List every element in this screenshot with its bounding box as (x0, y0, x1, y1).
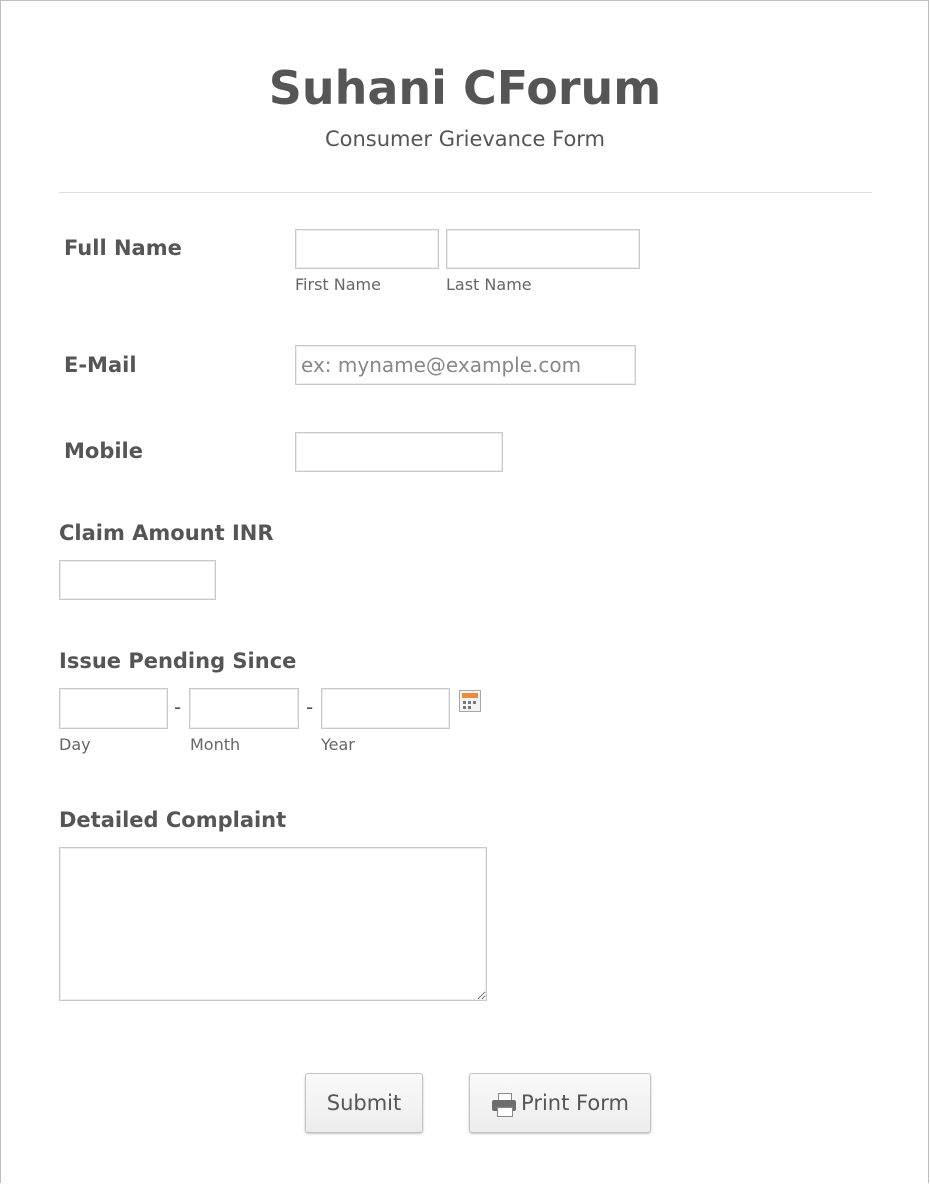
printer-icon (491, 1092, 517, 1116)
mobile-input[interactable] (295, 432, 503, 472)
claim-amount-input[interactable] (59, 560, 216, 600)
form-title: Suhani CForum (268, 61, 662, 115)
calendar-icon[interactable] (459, 690, 481, 712)
detailed-complaint-label: Detailed Complaint (59, 808, 287, 832)
year-input[interactable] (321, 688, 450, 729)
form-subtitle: Consumer Grievance Form (324, 127, 606, 151)
header-divider (59, 192, 872, 193)
claim-amount-label: Claim Amount INR (59, 521, 274, 545)
last-name-input[interactable] (446, 229, 640, 269)
year-sublabel: Year (321, 735, 355, 754)
date-separator: - (306, 695, 314, 719)
mobile-label: Mobile (64, 439, 143, 463)
month-input[interactable] (189, 688, 299, 729)
detailed-complaint-textarea[interactable] (59, 847, 487, 1001)
day-input[interactable] (59, 688, 168, 729)
full-name-label: Full Name (64, 236, 182, 260)
day-sublabel: Day (59, 735, 91, 754)
print-form-button[interactable] (469, 1073, 651, 1133)
first-name-input[interactable] (295, 229, 439, 269)
email-input[interactable] (295, 345, 636, 385)
print-form-button-label: Print Form (521, 1090, 629, 1115)
email-label: E-Mail (64, 353, 137, 377)
month-sublabel: Month (190, 735, 241, 754)
submit-button[interactable] (305, 1073, 423, 1133)
last-name-sublabel: Last Name (446, 275, 532, 294)
submit-button-label: Submit (326, 1091, 402, 1115)
first-name-sublabel: First Name (295, 275, 381, 294)
issue-pending-since-label: Issue Pending Since (59, 649, 297, 673)
date-separator: - (174, 695, 182, 719)
